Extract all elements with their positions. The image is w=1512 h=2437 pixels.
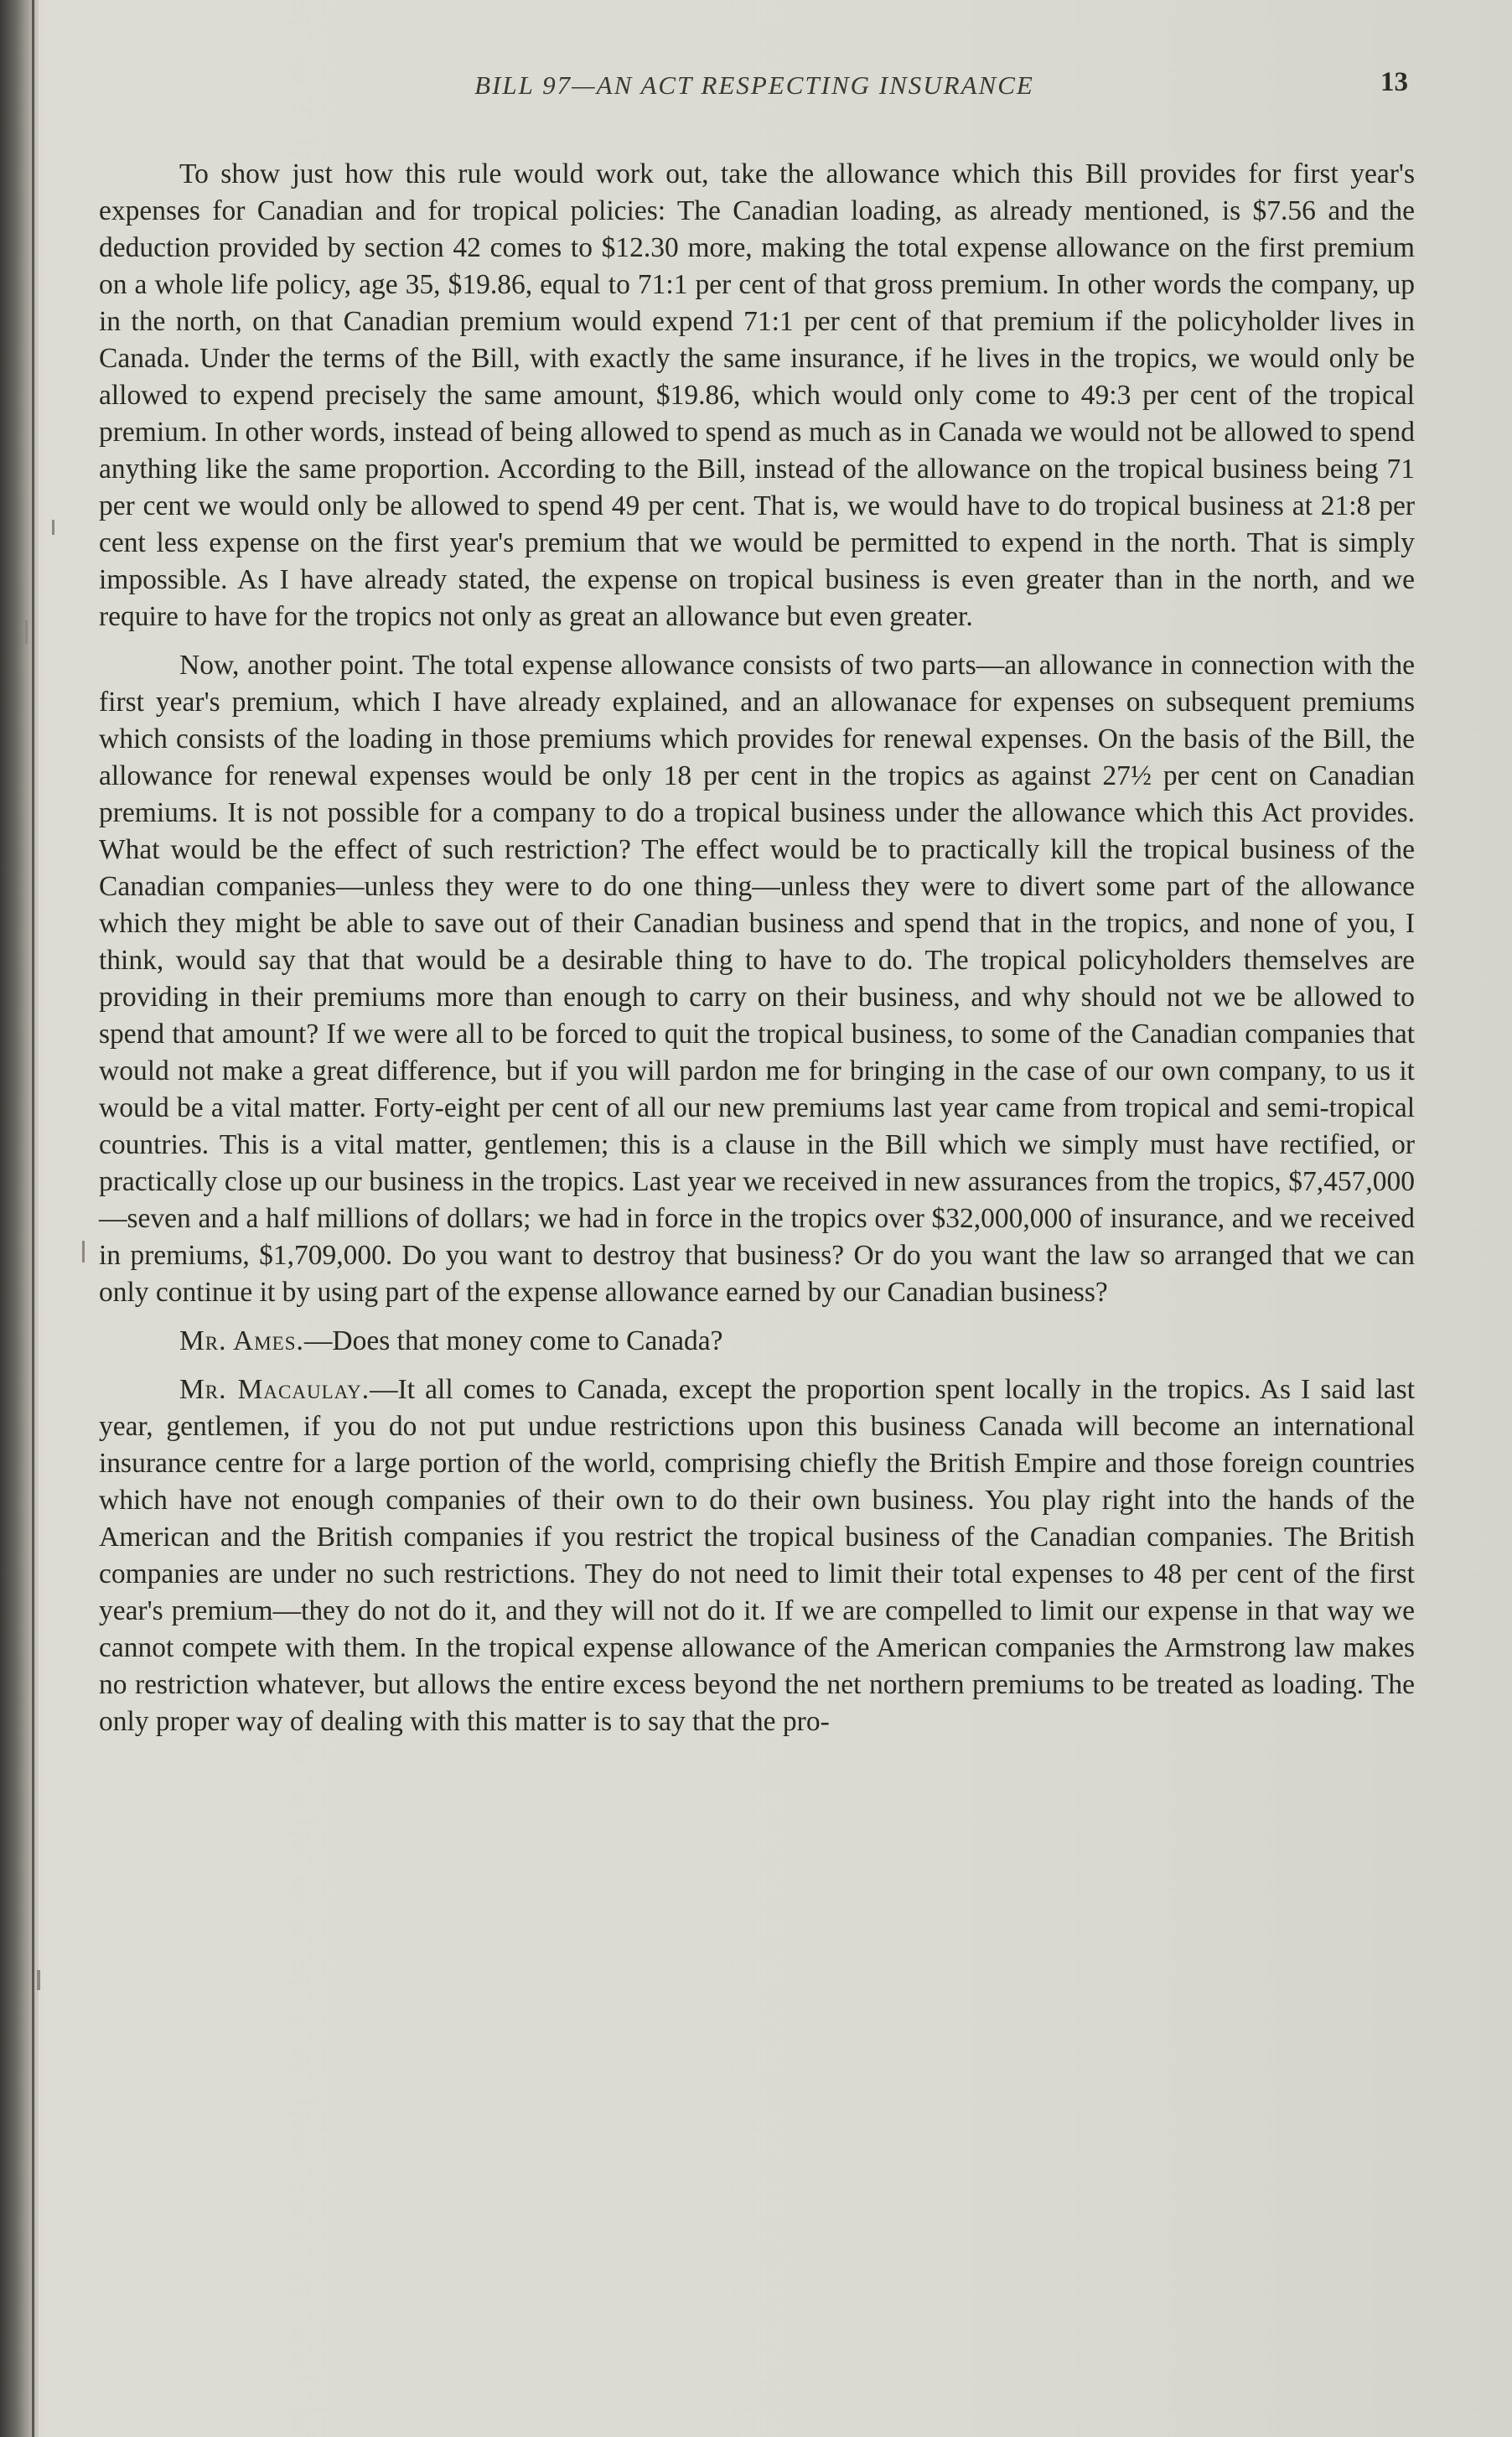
margin-mark: [25, 620, 28, 644]
paragraph-text: —It all comes to Canada, except the proportion spent locally in the tropics. As I said last year, gentlemen, if you do not put undue restrictions upon this business Canada will become an international insurance centre for a large portion of the world, comprising chiefly the British Empire and those foreign countries which have not enough companies of their own to do their own business. You play right into the hands of the American and the British companies if you restrict the tropical business of the Canadian companies. The British companies are under no such restrictions. They do not need to limit their total expenses to 48 per cent of the first year's premium—they do not do it, and they will not do it. If we are compelled to limit our expense in that way we cannot compete with them. In the tropical expense allowance of the American companies the Armstrong law makes no restriction whatever, but allows the entire excess beyond the net northern premiums to be treated as loading. The only proper way of dealing with this matter is to say that the pro-: [99, 1374, 1415, 1737]
paragraph: [99, 1371, 1415, 1740]
binding-line: [32, 0, 34, 2437]
body-text: [99, 156, 1415, 2403]
page-number: 13: [1380, 67, 1408, 97]
paragraph: [99, 1323, 1415, 1360]
paragraph: [99, 156, 1415, 635]
speaker-name: Mr. Macaulay.: [179, 1374, 370, 1405]
paragraph-text: Now, another point. The total expense allowance consists of two parts—an allowance in connection with the first year's premium, which I have already explained, and an allowanace for expenses on subsequent premiums which consists of the loading in those premiums which provides for renewal expenses. On the basis of the Bill, the allowance for renewal expenses would be only 18 per cent in the tropics as against 27½ per cent on Canadian premiums. It is not possible for a company to do a tropical business under the allowance which this Act provides. What would be the effect of such restriction? The effect would be to practically kill the tropical business of the Canadian companies—unless they were to do one thing—unless they were to divert some part of the allowance which they might be able to save out of their Canadian business and spend that in the tropics, and none of you, I think, would say that that would be a desirable thing to have to do. The tropical policyholders themselves are providing in their premiums more than enough to carry on their business, and why should not we be allowed to spend that amount? If we were all to be forced to quit the tropical business, to some of the Canadian companies that would not make a great difference, but if you will pardon me for bringing in the case of our own company, to us it would be a vital matter. Forty-eight per cent of all our new premiums last year came from tropical and semi-tropical countries. This is a vital matter, gentlemen; this is a clause in the Bill which we simply must have rectified, or practically close up our business in the tropics. Last year we received in new assurances from the tropics, $7,457,000—seven and a half millions of dollars; we had in force in the tropics over $32,000,000 of insurance, and we received in premiums, $1,709,000. Do you want to destroy that business? Or do you want the law so arranged that we can only continue it by using part of the expense allowance earned by our Canadian business?: [99, 650, 1415, 1308]
paragraph-text: To show just how this rule would work out, take the allowance which this Bill provides for first year's expenses for Canadian and for tropical policies: The Canadian loading, as already mentioned, is $7.56 and the deduction provided by section 42 comes to $12.30 more, making the total expense allowance on the first premium on a whole life policy, age 35, $19.86, equal to 71:1 per cent of that gross premium. In other words the company, up in the north, on that Canadian premium would expend 71:1 per cent of that premium if the policyholder lives in Canada. Under the terms of the Bill, with exactly the same insurance, if he lives in the tropics, we would only be allowed to expend precisely the same amount, $19.86, which would only come to 49:3 per cent of the tropical premium. In other words, instead of being allowed to spend as much as in Canada we would not be allowed to spend anything like the same proportion. According to the Bill, instead of the allowance on the tropical business being 71 per cent we would only be allowed to spend 49 per cent. That is, we would have to do tropical business at 21:8 per cent less expense on the first year's premium that we would be permitted to expend in the north. That is simply impossible. As I have already stated, the expense on tropical business is even greater than in the north, and we require to have for the tropics not only as great an allowance but even greater.: [99, 158, 1415, 632]
running-head: [101, 67, 1408, 112]
running-title: BILL 97—AN ACT RESPECTING INSURANCE: [474, 70, 1034, 100]
margin-mark: [82, 1241, 85, 1263]
paragraph-text: —Does that money come to Canada?: [303, 1325, 723, 1356]
paragraph: [99, 647, 1415, 1311]
margin-mark: [37, 1970, 40, 1990]
margin-mark: [52, 520, 54, 535]
speaker-name: Mr. Ames.: [179, 1325, 304, 1356]
